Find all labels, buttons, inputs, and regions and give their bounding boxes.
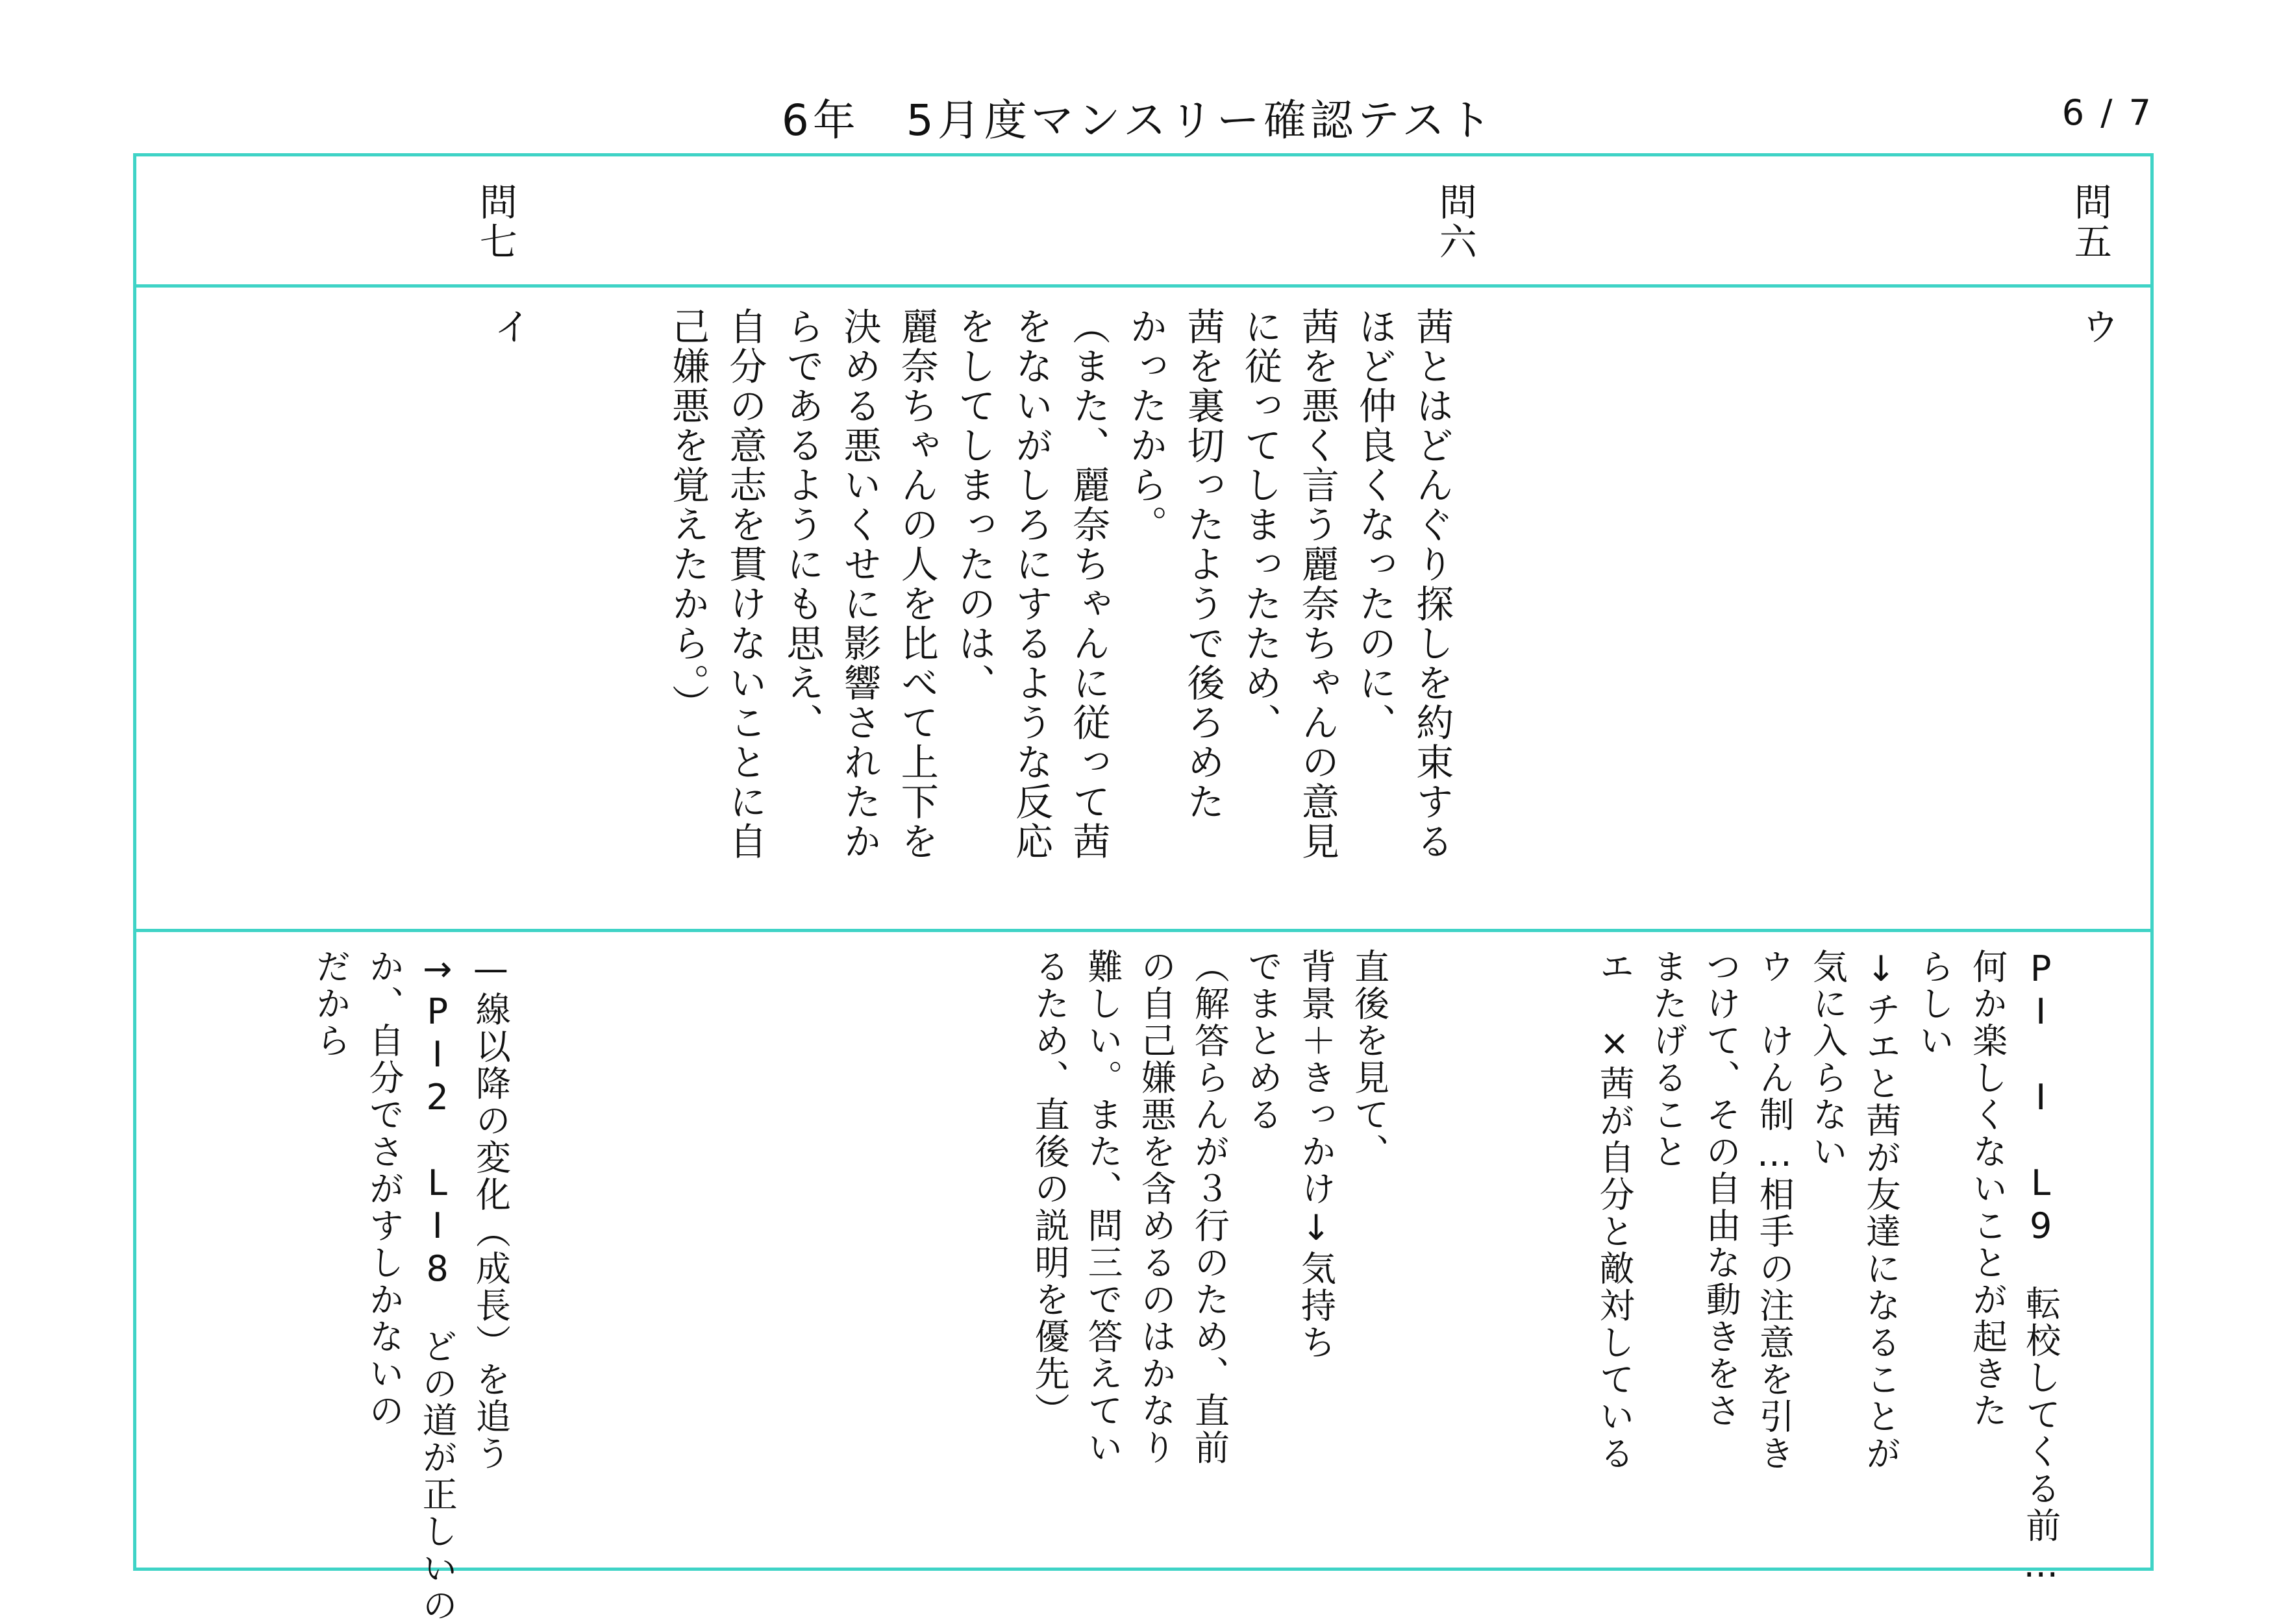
answer-q7: イ: [487, 307, 532, 347]
page-number: 6 / 7: [2061, 92, 2154, 133]
page-title: 6年 5月度マンスリー確認テスト: [781, 95, 1496, 145]
question-label-q5: 問五: [2067, 182, 2112, 262]
divider-memo: [136, 929, 2150, 932]
answer-q5: ウ: [2075, 307, 2120, 347]
memo-q7: —線以降の変化（成長）を追う →PI2 LI8 どの道が正しいの か、自分でさがすしかないの だから: [310, 948, 512, 1624]
memo-q6: 直後を見て、 背景＋きっかけ↓気持ち でまとめる （解答らんが３行のため、直前 の自己嫌悪を含めるのはかなり 難しい。また、問三で答えてい るため、直後の説明を優先）: [1029, 948, 1390, 1466]
answer-sheet: [133, 153, 2154, 1624]
answer-q6: 茜とはどんぐり探しを約束する ほど仲良くなったのに、 茜を悪く言う麗奈ちゃんの意見 に従ってしまったため、 茜を裏切ったようで後ろめた かったから。 （また、麗奈ちゃんに従って茜 をないがしろにするような反応 をしてしまったのは、 麗奈ちゃんの人を比べて上下を 決める悪いくせに影響されたか らであるようにも思え、 自分の意志を貫けないことに自 己嫌悪を覚えたから。）: [666, 307, 1454, 861]
question-label-q7: 問七: [473, 182, 517, 262]
memo-q5: PI I L9 転校してくる前… 何か楽しくないことが起きた らしい ↓チエと茜が友達になることが 気に入らない ウ けん制…相手の注意を引き つけて、その自由な動きをさ またげること エ ×茜が自分と敵対している: [1594, 948, 2061, 1587]
divider-header: [136, 284, 2150, 288]
question-label-q6: 問六: [1432, 182, 1477, 262]
